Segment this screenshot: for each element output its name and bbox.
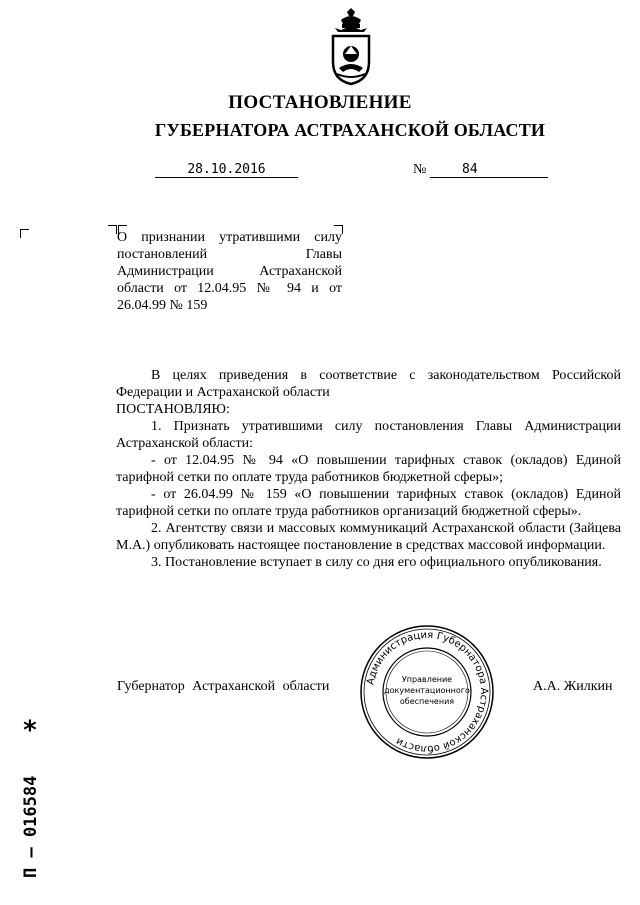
- item-3: 3. Постановление вступает в силу со дня его официального опубликования.: [151, 555, 602, 570]
- item-1-b: - от 26.04.99 № 159 «О повышении тарифных ставок (окладов) Единой тарифной сетки по оплате труда работников организаций бюджетной сферы».: [116, 487, 621, 519]
- document-title: ПОСТАНОВЛЕНИЕ: [228, 92, 412, 113]
- document-body: [116, 367, 621, 571]
- number-sign: №: [413, 162, 427, 177]
- serial-mark: *: [22, 715, 38, 746]
- signatory-name: А.А. Жилкин: [533, 679, 613, 694]
- official-stamp: [357, 622, 497, 762]
- stamp-ring-text: Администрация Губернатора Астраханской области: [365, 629, 490, 755]
- decree-word: ПОСТАНОВЛЯЮ:: [116, 402, 230, 417]
- stamp-center-line-1: Управление: [401, 675, 453, 684]
- coat-of-arms-emblem: [325, 8, 377, 86]
- stamp-center-line-2: документационного: [384, 686, 470, 695]
- document-issuer: ГУБЕРНАТОРА АСТРАХАНСКОЙ ОБЛАСТИ: [154, 120, 546, 140]
- document-date: 28.10.2016: [155, 162, 298, 178]
- subject-bracket-top-left: [108, 225, 117, 234]
- document-subject: О признании утратившими силу постановлений Главы Администрации Астраханской области от 12.04.95 № 94 и от 26.04.99 № 159: [117, 230, 342, 313]
- serial-number: [6, 710, 46, 880]
- left-margin-corner-mark: [20, 229, 29, 238]
- document-number: 84: [430, 162, 548, 178]
- preamble: В целях приведения в соответствие с законодательством Российской Федерации и Астраханской области: [116, 368, 621, 400]
- item-2: 2. Агентству связи и массовых коммуникаций Астраханской области (Зайцева М.А.) опубликовать настоящее постановление в средствах массовой информации.: [116, 521, 621, 553]
- signatory-position: Губернатор Астраханской области: [117, 679, 330, 694]
- serial-code: П – 016584: [21, 775, 41, 878]
- item-1-a: - от 12.04.95 № 94 «О повышении тарифных ставок (окладов) Единой тарифной сетки по оплате труда работников бюджетной сферы»;: [116, 453, 621, 485]
- stamp-center-line-3: обеспечения: [399, 697, 455, 706]
- item-1: 1. Признать утратившими силу постановления Главы Администрации Астраханской области:: [116, 419, 621, 451]
